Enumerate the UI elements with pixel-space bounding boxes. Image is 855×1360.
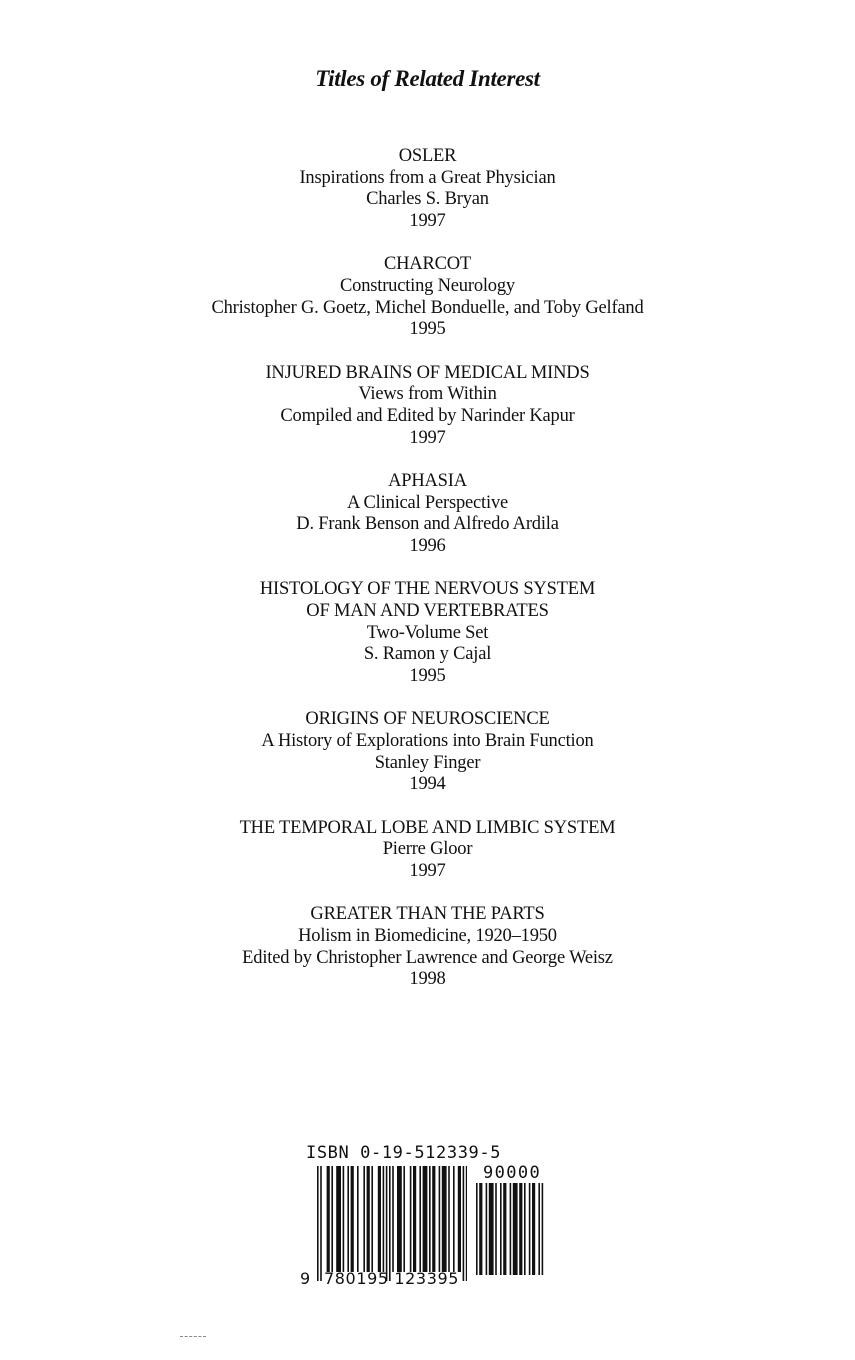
barcode-bar xyxy=(410,1166,412,1272)
barcode-bar xyxy=(413,1166,416,1272)
barcode-bar xyxy=(538,1183,540,1275)
barcode-bar xyxy=(392,1166,394,1272)
barcode-lead-digit: 9 xyxy=(300,1269,311,1288)
title-detail-line: Two-Volume Set xyxy=(366,622,489,643)
isbn-barcode xyxy=(298,1143,558,1293)
barcode-addon-bars xyxy=(476,1183,554,1287)
barcode-bar xyxy=(476,1183,478,1275)
barcode-main-bars xyxy=(317,1166,467,1286)
barcode-bar xyxy=(343,1166,345,1272)
title-detail-line: D. Frank Benson and Alfredo Ardila xyxy=(296,514,559,535)
barcode-bar xyxy=(529,1183,531,1275)
title-name: OSLER xyxy=(398,146,457,166)
title-entry xyxy=(0,146,855,233)
barcode-bar xyxy=(524,1183,526,1275)
barcode-bar xyxy=(495,1183,497,1275)
barcode-bar xyxy=(397,1166,402,1272)
barcode-bar xyxy=(489,1183,494,1275)
title-detail-line: A Clinical Perspective xyxy=(346,492,509,513)
barcode-digits: 780195 123395 xyxy=(324,1269,460,1288)
title-detail-line: Stanley Finger xyxy=(374,752,481,773)
barcode-bar xyxy=(503,1183,506,1275)
barcode-bar xyxy=(371,1166,373,1272)
title-detail-line: Edited by Christopher Lawrence and George Weisz xyxy=(242,947,613,968)
title-entry xyxy=(0,709,855,796)
footer-mark xyxy=(180,1336,206,1338)
page-heading: Titles of Related Interest xyxy=(315,66,540,91)
barcode-bar xyxy=(463,1166,465,1281)
barcode-bar xyxy=(479,1183,482,1275)
title-entry xyxy=(0,904,855,991)
title-name: ORIGINS OF NEUROSCIENCE xyxy=(305,709,550,730)
isbn-number: ISBN 0-19-512339-5 xyxy=(306,1143,502,1163)
title-name: HISTOLOGY OF THE NERVOUS SYSTEM xyxy=(259,579,596,600)
title-name: THE TEMPORAL LOBE AND LIMBIC SYSTEM xyxy=(239,817,616,838)
titles-list xyxy=(0,146,855,1013)
barcode-bar xyxy=(419,1166,421,1272)
title-detail-line: 1997 xyxy=(409,427,446,448)
title-detail-line: A History of Explorations into Brain Function xyxy=(261,730,594,751)
barcode-bar xyxy=(378,1166,381,1272)
title-detail-line: 1994 xyxy=(409,774,446,795)
barcode-bar xyxy=(453,1166,455,1272)
title-detail-line: Compiled and Edited by Narinder Kapur xyxy=(280,406,575,427)
barcode-bar xyxy=(363,1166,365,1272)
barcode-bar xyxy=(403,1166,405,1272)
barcode-bar xyxy=(383,1166,385,1272)
barcode-bar xyxy=(448,1166,450,1272)
title-entry xyxy=(0,818,855,883)
barcode-bar xyxy=(532,1183,535,1275)
barcode-bar xyxy=(429,1166,431,1272)
title-detail-line: OF MAN AND VERTEBRATES xyxy=(306,600,549,621)
barcode-bar xyxy=(386,1166,388,1281)
title-name: CHARCOT xyxy=(384,254,471,275)
barcode-bar xyxy=(351,1166,354,1272)
barcode-addon-digits: 90000 xyxy=(483,1163,542,1183)
barcode-bar xyxy=(423,1166,428,1272)
barcode-bar xyxy=(331,1166,333,1272)
barcode-bar xyxy=(389,1166,391,1281)
barcode-bar xyxy=(542,1183,544,1275)
title-detail-line: 1997 xyxy=(409,860,446,881)
title-name: GREATER THAN THE PARTS xyxy=(310,904,545,925)
barcode-bar xyxy=(317,1166,319,1281)
title-detail-line: 1998 xyxy=(409,969,446,990)
title-detail-line: Inspirations from a Great Physician xyxy=(299,167,556,188)
barcode-bar xyxy=(320,1166,322,1281)
barcode-bar xyxy=(327,1166,330,1272)
barcode-bar xyxy=(367,1166,370,1272)
barcode-bar xyxy=(466,1166,467,1281)
barcode-bar xyxy=(439,1166,441,1272)
title-name: INJURED BRAINS OF MEDICAL MINDS xyxy=(265,362,590,383)
barcode-bar xyxy=(513,1183,518,1275)
title-detail-line: 1996 xyxy=(409,536,446,557)
title-detail-line: Constructing Neurology xyxy=(340,276,515,297)
barcode-bar xyxy=(458,1166,461,1272)
title-entry xyxy=(0,579,855,688)
title-name: APHASIA xyxy=(388,470,467,491)
barcode-bar xyxy=(336,1166,341,1272)
title-detail-line: S. Ramon y Cajal xyxy=(363,644,492,665)
title-detail-line: 1995 xyxy=(409,319,446,340)
barcode-bar xyxy=(510,1183,512,1275)
title-detail-line: Christopher G. Goetz, Michel Bonduelle, and Toby Gelfand xyxy=(211,297,644,318)
barcode-bar xyxy=(500,1183,502,1275)
title-detail-line: Charles S. Bryan xyxy=(366,189,489,210)
title-entry xyxy=(0,254,855,341)
title-detail-line: 1995 xyxy=(409,666,446,687)
barcode-bar xyxy=(519,1183,522,1275)
barcode-bar xyxy=(432,1166,435,1272)
barcode-bar xyxy=(357,1166,359,1272)
title-detail-line: Holism in Biomedicine, 1920–1950 xyxy=(298,925,557,946)
barcode-bar xyxy=(442,1166,447,1272)
barcode-bar xyxy=(486,1183,488,1275)
title-detail-line: Views from Within xyxy=(358,384,497,405)
title-detail-line: 1997 xyxy=(409,211,446,232)
title-entry xyxy=(0,363,855,450)
barcode-bar xyxy=(347,1166,349,1272)
title-entry xyxy=(0,471,855,558)
title-detail-line: Pierre Gloor xyxy=(382,839,473,860)
